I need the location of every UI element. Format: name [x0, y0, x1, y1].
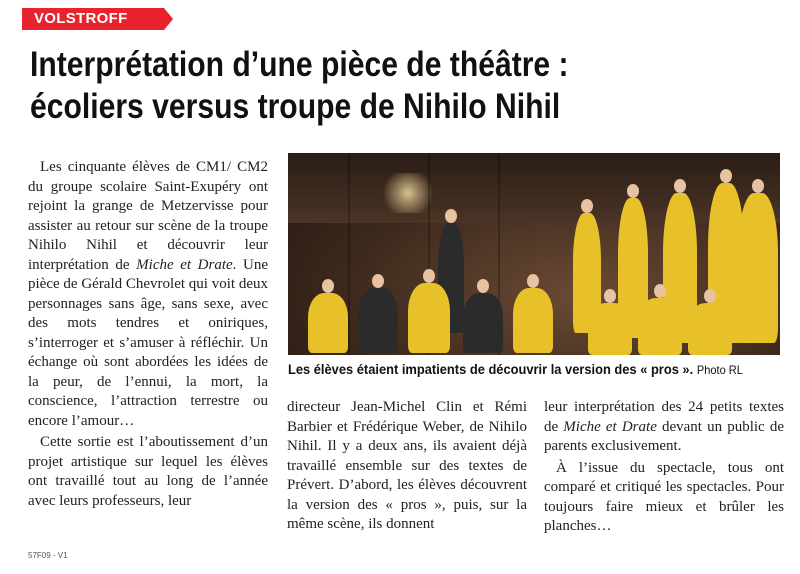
paragraph: Cette sortie est l’aboutissement d’un projet artistique sur lequel les élèves ont travaillé tout au long de l’année avec leurs professeurs, leur: [28, 434, 268, 509]
photo-head: [654, 284, 666, 298]
photo-head: [372, 274, 384, 288]
photo-credit: Photo RL: [696, 363, 743, 377]
photo-head: [674, 179, 686, 193]
paragraph: [28, 158, 268, 431]
article-headline: [30, 44, 684, 128]
photo-person: [688, 303, 732, 355]
photo-person: [408, 283, 450, 353]
article-photo: [288, 153, 780, 355]
photo-person: [463, 293, 503, 353]
section-kicker: VOLSTROFF: [22, 8, 164, 30]
photo-head: [527, 274, 539, 288]
paragraph: directeur Jean-Michel Clin et Rémi Barbier et Frédérique Weber, de Nihilo Nihil. Il y a deux ans, ils avaient déjà travaillé ensemble sur des textes de Prévert. D’abord, les élèves découvrent la version des « pros », puis, sur la même scène, ils donnent: [287, 399, 527, 532]
article-column-3: [544, 398, 784, 537]
paragraph: À l’issue du spectacle, tous ont comparé et critiqué les spectacles. Pour toujours faire mieux et brûler les planches…: [544, 459, 784, 534]
photo-head: [627, 184, 639, 198]
photo-person: [638, 298, 682, 355]
play-title: Miche et Drate: [563, 418, 657, 435]
play-title: Miche et Drate: [136, 256, 233, 273]
photo-roof: [288, 153, 780, 223]
photo-head: [581, 199, 593, 213]
photo-person: [588, 303, 632, 355]
text-run: Les cinquante élèves de CM1/ CM2 du groupe scolaire Saint-Exupéry ont rejoint la grange de Metzervisse pour assister au retour sur scène de la troupe Nihilo Nihil et découvrir leur interprétation de: [28, 159, 268, 273]
photo-person: [738, 193, 778, 343]
article-column-1: [28, 158, 268, 511]
photo-head: [445, 209, 457, 223]
photo-person: [358, 288, 398, 353]
photo-head: [604, 289, 616, 303]
photo-head: [423, 269, 435, 283]
photo-head: [752, 179, 764, 193]
headline-line-2: écoliers versus troupe de Nihilo Nihil: [30, 87, 561, 126]
photo-head: [704, 289, 716, 303]
paragraph: [544, 398, 784, 457]
photo-caption: [288, 360, 741, 379]
article-column-2: [287, 398, 527, 535]
page-code: 57F09 - V1: [28, 551, 68, 560]
photo-plank: [348, 153, 350, 355]
text-run: leur interprétation des 24 petits textes de: [544, 399, 784, 435]
photo-head: [720, 169, 732, 183]
photo-person: [513, 288, 553, 353]
photo-head: [322, 279, 334, 293]
caption-text: Les élèves étaient impatients de découvrir la version des « pros ».: [288, 361, 694, 377]
photo-person: [308, 293, 348, 353]
text-run: devant un public de parents exclusivement.: [544, 418, 784, 454]
photo-head: [477, 279, 489, 293]
text-run: . Une pièce de Gérald Chevrolet qui voit deux personnages sans âge, sans sexe, avec des mots tendres et oniriques, s’interroger et s’amuser à réfléchir. Un échange où sont abordées les idées de la peur, de l’ennui, la mort, la conscience, l’attraction terrestre ou encore l’amour…: [28, 256, 268, 429]
headline-line-1: Interprétation d’une pièce de théâtre :: [30, 45, 569, 84]
